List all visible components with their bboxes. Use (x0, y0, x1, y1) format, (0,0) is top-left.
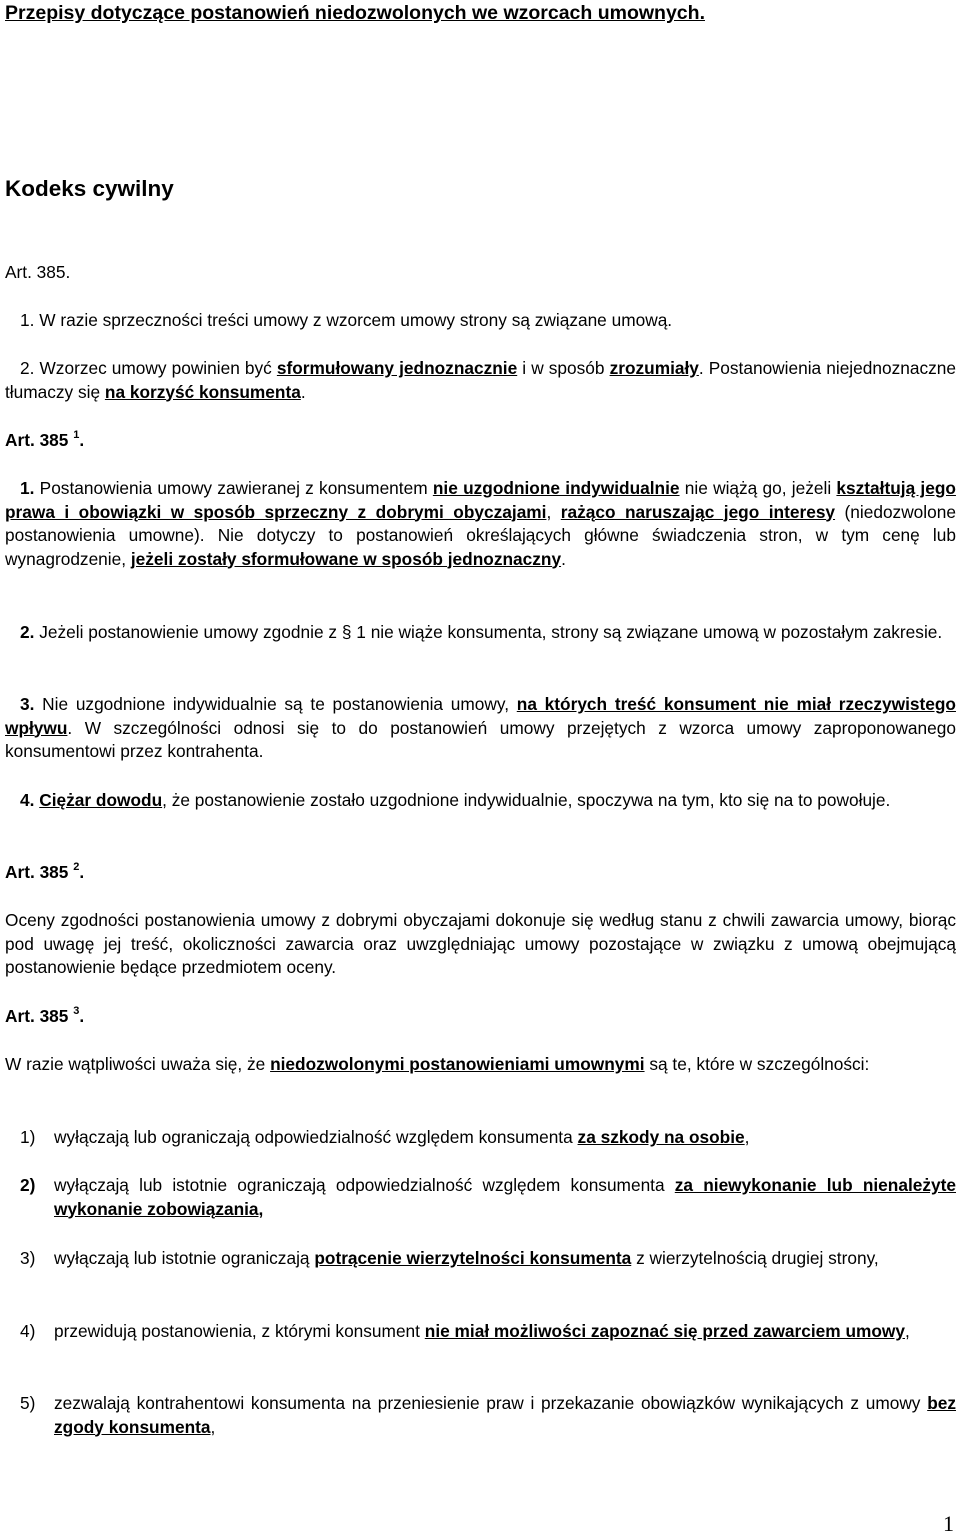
emphasis: za niewykonanie lub nienależyte wykonanie zobowiązania, (54, 1175, 956, 1219)
emphasis: za szkody na osobie (577, 1127, 745, 1147)
paragraph-number: 2. (20, 358, 35, 378)
emphasis: bez zgody konsumenta (54, 1393, 956, 1437)
list-item-number: 5) (20, 1393, 36, 1413)
emphasis: niedozwolonymi postanowieniami umownymi (270, 1054, 645, 1074)
list-item: 4) przewidują postanowienia, z którymi konsument nie miał możliwości zapoznać się przed zawarciem umowy, (20, 1320, 956, 1344)
list-item-number: 1) (20, 1127, 36, 1147)
art-385-3-heading: Art. 385 $^3$. (5, 1005, 85, 1026)
paragraph-number: 4. (20, 790, 35, 810)
emphasis: nie miał możliwości zapoznać się przed zawarciem umowy (424, 1321, 905, 1341)
art-385-2-heading: Art. 385 $^2$. (5, 861, 85, 882)
list-item-number: 2) (20, 1175, 36, 1195)
art-385-1-heading: Art. 385 $^1$. (5, 429, 85, 450)
emphasis: nie uzgodnione indywidualnie (432, 478, 680, 498)
paragraph-number: 1. (20, 310, 35, 330)
list-item: 5) zezwalają kontrahentowi konsumenta na przeniesienie praw i przekazanie obowiązków wynikających z umowy bez zgody konsumenta, (20, 1393, 956, 1437)
art-385-1-par-1: 1. Postanowienia umowy zawieranej z konsumentem nie uzgodnione indywidualnie nie wiążą go, jeżeli kształtują jego prawa i obowiązki w sposób sprzeczny z dobrymi obyczajami, rażąco naruszając jego interesy (niedozwolone postanowienia umowne). Nie dotyczy to postanowień określających główne świadczenia stron, w tym cenę lub wynagrodzenie, jeżeli zostały sformułowane w sposób jednoznaczny. (5, 478, 956, 569)
emphasis: zrozumiały (609, 358, 699, 378)
emphasis: na których treść konsument nie miał rzeczywistego wpływu (5, 694, 956, 738)
emphasis: potrącenie wierzytelności konsumenta (314, 1248, 632, 1268)
emphasis: sformułowany jednoznacznie (276, 358, 518, 378)
list-item-number: 4) (20, 1321, 36, 1341)
paragraph-number: 2. (20, 622, 35, 642)
list-item: 2) wyłączają lub istotnie ograniczają odpowiedzialność względem konsumenta za niewykonanie lub nienależyte wykonanie zobowiązania, (20, 1175, 956, 1219)
emphasis: jeżeli zostały sformułowane w sposób jednoznaczny (130, 548, 562, 569)
emphasis: Ciężar dowodu (39, 790, 163, 810)
art-385-par-2: 2. Wzorzec umowy powinien być sformułowany jednoznacznie i w sposób zrozumiały. Postanowienia niejednoznaczne tłumaczy się na korzyść konsumenta. (5, 358, 956, 402)
art-385-heading: Art. 385. (5, 262, 71, 282)
page-number: 1 (943, 1511, 954, 1536)
art-385-1-par-2: 2. Jeżeli postanowienie umowy zgodnie z § 1 nie wiąże konsumenta, strony są związane umową w pozostałym zakresie. (5, 621, 956, 645)
art-385-3-intro: W razie wątpliwości uważa się, że niedozwolonymi postanowieniami umownymi są te, które w szczególności: (5, 1054, 870, 1074)
art-385-par-1 (20, 309, 956, 333)
emphasis: na korzyść konsumenta (104, 381, 301, 402)
document-title: Przepisy dotyczące postanowień niedozwolonych we wzorcach umownych. (5, 2, 705, 24)
emphasis: rażąco naruszając jego interesy (560, 501, 836, 522)
code-heading: Kodeks cywilny (5, 176, 174, 201)
list-item-number: 3) (20, 1248, 36, 1268)
paragraph-number: 3. (20, 694, 35, 714)
art-385-1-par-4: 4. Ciężar dowodu, że postanowienie zostało uzgodnione indywidualnie, spoczywa na tym, kto się na to powołuje. (5, 789, 956, 813)
list-item: 3) wyłączają lub istotnie ograniczają potrącenie wierzytelności konsumenta z wierzytelnością drugiej strony, (20, 1247, 956, 1271)
list-item: 1) wyłączają lub ograniczają odpowiedzialność względem konsumenta za szkody na osobie, (20, 1126, 956, 1150)
art-385-1-par-3: 3. Nie uzgodnione indywidualnie są te postanowienia umowy, na których treść konsument nie miał rzeczywistego wpływu. W szczególności odnosi się to do postanowień umowy przejętych z wzorca umowy zaproponowanego konsumentowi przez kontrahenta. (5, 694, 956, 761)
emphasis: kształtują jego prawa i obowiązki w sposób sprzeczny z dobrymi obyczajami (5, 478, 956, 522)
paragraph-number: 1. (20, 478, 35, 498)
section-sign: § (341, 622, 352, 642)
art-385-2-text: Oceny zgodności postanowienia umowy z dobrymi obyczajami dokonuje się według stanu z chwili zawarcia umowy, biorąc pod uwagę jej treść, okoliczności zawarcia oraz uwzględniając umowy pozostające w związku z umową obejmującą postanowienie będące przedmiotem oceny. (5, 910, 956, 977)
paragraph-text: W razie sprzeczności treści umowy z wzorcem umowy strony są związane umową. (39, 310, 673, 330)
